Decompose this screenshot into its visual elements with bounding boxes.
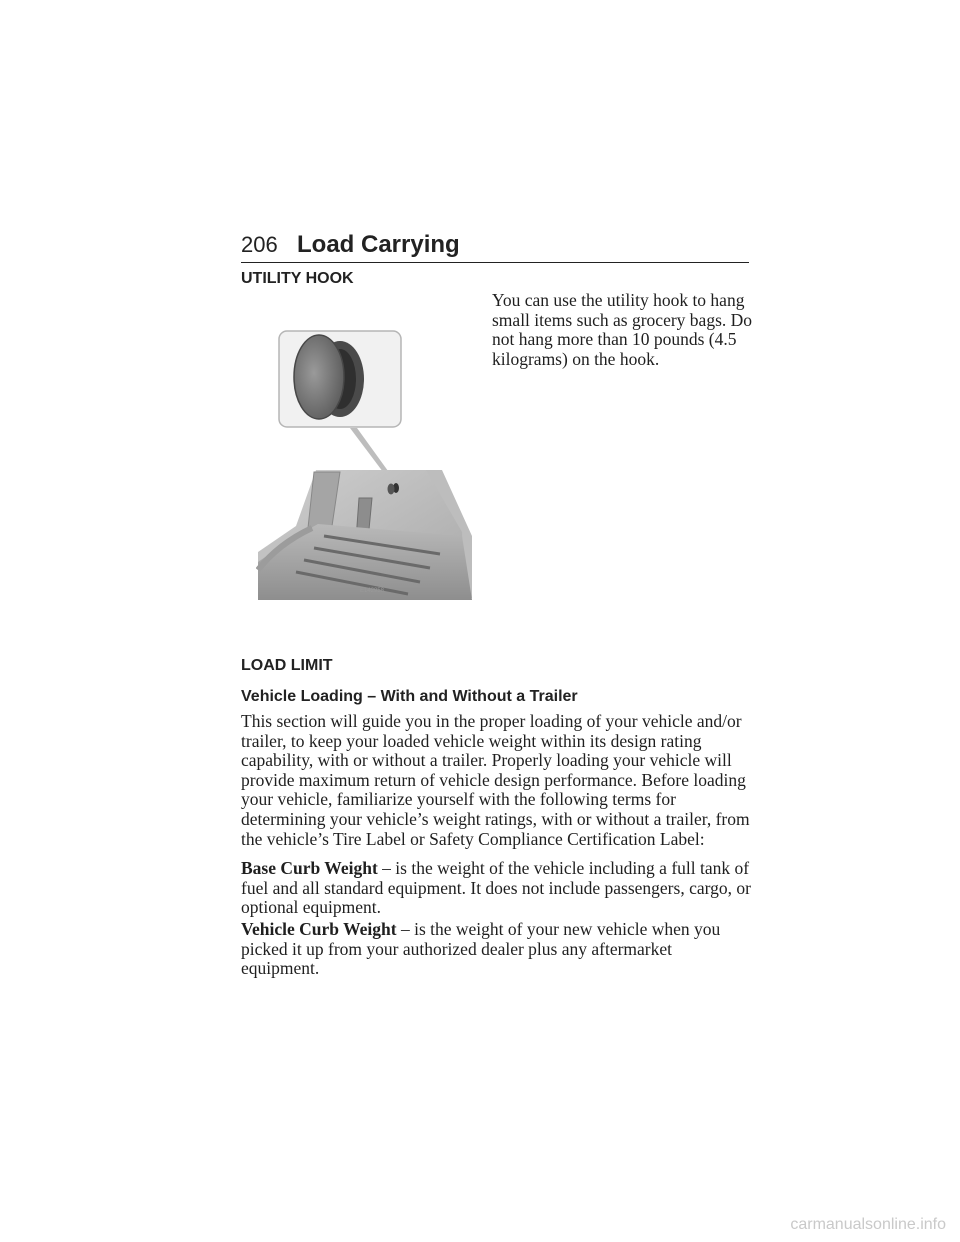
chapter-title: Load Carrying <box>297 231 460 258</box>
definition-text: – is the weight of your new vehicle when you picked it up from your authorized dealer plus any aftermarket equipment. <box>241 919 721 979</box>
definition-base-curb-weight <box>241 859 753 918</box>
page-number: 206 <box>241 232 278 257</box>
vehicle-loading-subheading: Vehicle Loading – With and Without a Trailer <box>241 688 578 705</box>
definition-term: Vehicle Curb Weight <box>241 919 397 939</box>
definition-term: Base Curb Weight <box>241 858 378 878</box>
utility-hook-heading: UTILITY HOOK <box>241 270 354 287</box>
figure-code: E142958 <box>360 588 385 594</box>
definition-vehicle-curb-weight <box>241 920 746 979</box>
load-limit-heading: LOAD LIMIT <box>241 657 333 674</box>
page-header <box>241 230 749 263</box>
load-limit-paragraph: This section will guide you in the proper loading of your vehicle and/or trailer, to keep your loaded vehicle weight within its design rating capability, with or without a trailer. Properly loading your vehicle will provide maximum return of vehicle design performance. Before loading your vehicle, familiarize yourself with the following terms for determining your vehicle’s weight ratings, with or without a trailer, from the vehicle’s Tire Label or Safety Compliance Certification Label: <box>241 711 750 849</box>
utility-hook-text: You can use the utility hook to hang small items such as grocery bags. Do not hang more than 10 pounds (4.5 kilograms) on the hook. <box>492 290 753 369</box>
definition-text: – is the weight of the vehicle including a full tank of fuel and all standard equipment. It does not include passengers, cargo, or optional equipment. <box>241 858 751 918</box>
footer-watermark: carmanualsonline.info <box>790 1216 946 1233</box>
utility-hook-illustration <box>256 330 478 602</box>
